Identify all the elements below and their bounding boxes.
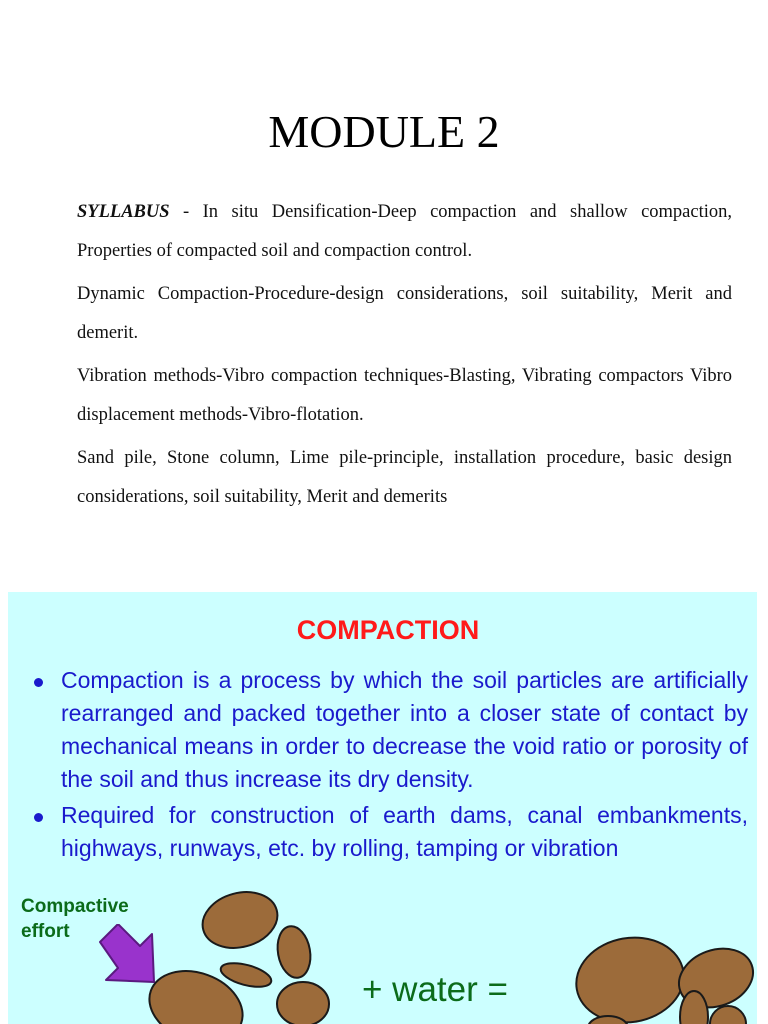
compactive-effort-label-line2: effort [21,921,70,942]
soil-grains-illustration [8,592,757,1024]
water-label: + water = [362,970,508,1009]
slide-bullet-text: Required for construction of earth dams, canal embankments, highways, runways, etc. by rolling, tamping or vibration [61,802,748,861]
compacted-soil-grains [570,929,757,1024]
slide-bullet-text: Compaction is a process by which the soil particles are artificially rearranged and packed together into a closer state of contact by mechanical means in order to decrease the void ratio or porosity of the soil and thus increase its dry density. [61,667,748,792]
slide-title: COMPACTION [296,615,480,645]
soil-grain [570,929,691,1024]
syllabus-paragraph-3: Vibration methods-Vibro compaction techniques-Blasting, Vibrating compactors Vibro displacement methods-Vibro-flotation. [77,366,732,425]
soil-grain [196,884,283,956]
soil-grain [274,924,315,981]
syllabus-lead: SYLLABUS [77,202,170,222]
loose-soil-grains [139,884,329,1024]
syllabus-paragraph-2: Dynamic Compaction-Procedure-design considerations, soil suitability, Merit and demerit. [77,284,732,343]
syllabus-paragraph-1 [77,193,732,271]
soil-grain [277,982,329,1024]
syllabus-paragraph-4: Sand pile, Stone column, Lime pile-principle, installation procedure, basic design considerations, soil suitability, Merit and demerits [77,448,732,507]
syllabus-paragraph-1-text: - In situ Densification-Deep compaction and shallow compaction, Properties of compacted soil and compaction control. [77,202,732,261]
syllabus-section [77,193,732,521]
module-title: MODULE 2 [268,106,500,157]
compaction-slide [8,592,757,1024]
compactive-effort-label-line1: Compactive [21,896,129,917]
soil-grain [710,1006,746,1024]
